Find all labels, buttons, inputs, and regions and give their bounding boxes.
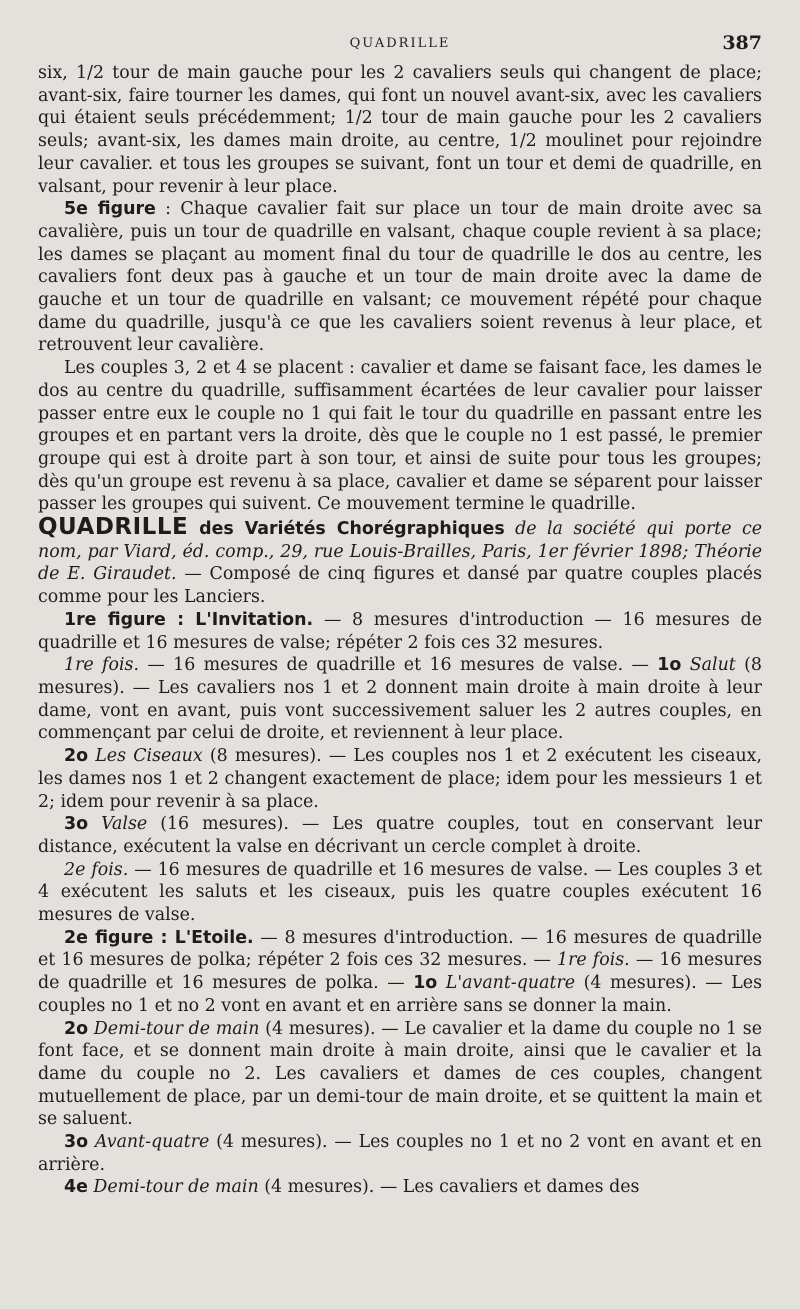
- paragraph-text: (4 mesures). — Les couples no 1 et no 2 vont en avant et en arrière sans se donner la main.: [38, 973, 762, 1016]
- paragraph-text: (4 mesures). — Les cavaliers et dames des: [258, 1177, 640, 1198]
- section-source: de la société qui porte ce nom, par Viard, éd. comp., 29, rue Louis-Brailles, Paris, 1er février 1898; Théorie de E. Giraudet.: [38, 519, 763, 585]
- running-title: QUADRILLE: [349, 36, 451, 51]
- paragraph: Les couples 3, 2 et 4 se placent : cavalier et dame se faisant face, les dames le dos au centre du quadrille, suffisamment écartées de leur cavalier pour laisser passer entre eux le couple no 1 qui fait le tour du quadrille en passant entre les groupes et en partant vers la droite, dès que le couple no 1 est passé, le premier groupe qui est à droite part à son tour, et ainsi de suite pour tous les groupes; dès qu'un groupe est revenu à sa place, cavalier et dame se séparent pour laisser passer les groupes qui suivent. Ce mouvement termine le quadrille.: [38, 358, 762, 515]
- step-number: 3o: [64, 1132, 89, 1153]
- body-text: [38, 62, 762, 1199]
- step-number: 4e: [64, 1177, 88, 1198]
- paragraph: [38, 1131, 762, 1176]
- step-title: Avant-quatre: [88, 1132, 210, 1153]
- step-title: Demi-tour de main: [88, 1018, 260, 1039]
- step-label: 1re fois.: [557, 950, 630, 971]
- paragraph-text: — 8 mesures d'introduction — 16 mesures de quadrille et 16 mesures de valse; répéter 2 fois ces 32 mesures.: [38, 609, 762, 653]
- paragraph-text: : Chaque cavalier fait sur place un tour de main droite avec sa cavalière, puis un tour de quadrille en valsant, chaque couple revient à sa place; les dames se plaçant au moment final du tour de quadrille le dos au centre, les cavaliers font deux pas à gauche et un tour de main droite avec la dame de gauche et un tour de quadrille en valsant; ce mouvement répété pour chaque dame du quadrille, jusqu'à ce que les cavaliers soient revenus à leur place, et retrouvent leur cavalière.: [38, 199, 762, 356]
- paragraph: six, 1/2 tour de main gauche pour les 2 cavaliers seuls qui changent de place; avant-six, faire tourner les dames, qui font un nouvel avant-six, avec les cavaliers qui étaient seuls précédemment; 1/2 tour de main gauche pour les 2 cavaliers seuls; avant-six, les dames main droite, au centre, 1/2 moulinet pour rejoindre leur cavalier. et tous les groupes se suivant, font un tour et demi de quadrille, en valsant, pour revenir à leur place.: [38, 63, 762, 197]
- page-header: [38, 28, 762, 62]
- section-title: QUADRILLE: [38, 514, 189, 541]
- paragraph: [38, 859, 762, 927]
- paragraph: [38, 609, 762, 654]
- step-label: 1re fois.: [64, 655, 139, 676]
- paragraph: [38, 1018, 762, 1132]
- paragraph-text: — 16 mesures de quadrille et 16 mesures de valse. —: [138, 655, 658, 676]
- paragraph-text: — 8 mesures d'introduction. — 16 mesures de quadrille et 16 mesures de polka; répéter 2 fois ces 32 mesures. —: [38, 927, 762, 971]
- paragraph: [38, 1176, 762, 1199]
- section-subtitle: des Variétés Chorégraphiques: [188, 519, 505, 540]
- step-number: 2o: [64, 746, 89, 767]
- paragraph-text: (16 mesures). — Les quatre couples, tout en conservant leur distance, exécutent la valse en décrivant un cercle complet à droite.: [38, 814, 763, 857]
- paragraph-text: (8 mesures). — Les cavaliers nos 1 et 2 donnent main droite à main droite à leur dame, vont en avant, puis vont successivement saluer les 2 autres couples, en commençant par celui de droite, et reviennent à leur place.: [38, 655, 763, 744]
- paragraph: [38, 654, 762, 745]
- paragraph: [38, 745, 762, 813]
- figure-heading: 5e figure: [64, 199, 156, 220]
- paragraph-text: — 16 mesures de quadrille et 16 mesures de valse. — Les couples 3 et 4 exécutent les saluts et les ciseaux, puis les quatre couples exécutent 16 mesures de valse.: [38, 859, 763, 926]
- step-number: 1o: [413, 973, 438, 994]
- section-paragraph: [38, 516, 762, 609]
- step-title: Salut: [681, 655, 736, 676]
- step-number: 2o: [64, 1018, 89, 1039]
- paragraph: [38, 198, 762, 357]
- paragraph-text: (4 mesures). — Le cavalier et la dame du couple no 1 se font face, et se donnent main droite à main droite, ainsi que le cavalier et la dame du couple no 2. Les cavaliers et dames de ces couples, changent mutuellement de place, par un demi-tour de main droite, et se quittent la main et se saluent.: [38, 1018, 763, 1130]
- step-number: 3o: [64, 814, 89, 835]
- paragraph-text: — 16 mesures de quadrille et 16 mesures de polka. —: [38, 950, 762, 994]
- paragraph: [38, 813, 762, 858]
- figure-heading: 1re figure : L'Invitation.: [64, 609, 314, 630]
- paragraph-text: (8 mesures). — Les couples nos 1 et 2 exécutent les ciseaux, les dames nos 1 et 2 changent exactement de place; idem pour les messieurs 1 et 2; idem pour revenir à sa place.: [38, 746, 762, 812]
- paragraph-text: — Composé de cinq figures et dansé par quatre couples placés comme pour les Lanciers.: [38, 564, 762, 608]
- paragraph: [38, 927, 762, 1018]
- step-label: 2e fois.: [64, 859, 129, 880]
- step-title: L'avant-quatre: [437, 973, 576, 994]
- figure-heading: 2e figure : L'Etoile.: [64, 927, 254, 948]
- paragraph-text: (4 mesures). — Les couples no 1 et no 2 vont en avant et en arrière.: [38, 1132, 762, 1175]
- step-number: 1o: [657, 655, 682, 676]
- page-number: 387: [722, 32, 762, 54]
- step-title: Valse: [88, 814, 148, 835]
- step-title: Demi-tour de main: [87, 1177, 259, 1198]
- step-title: Les Ciseaux: [88, 746, 203, 767]
